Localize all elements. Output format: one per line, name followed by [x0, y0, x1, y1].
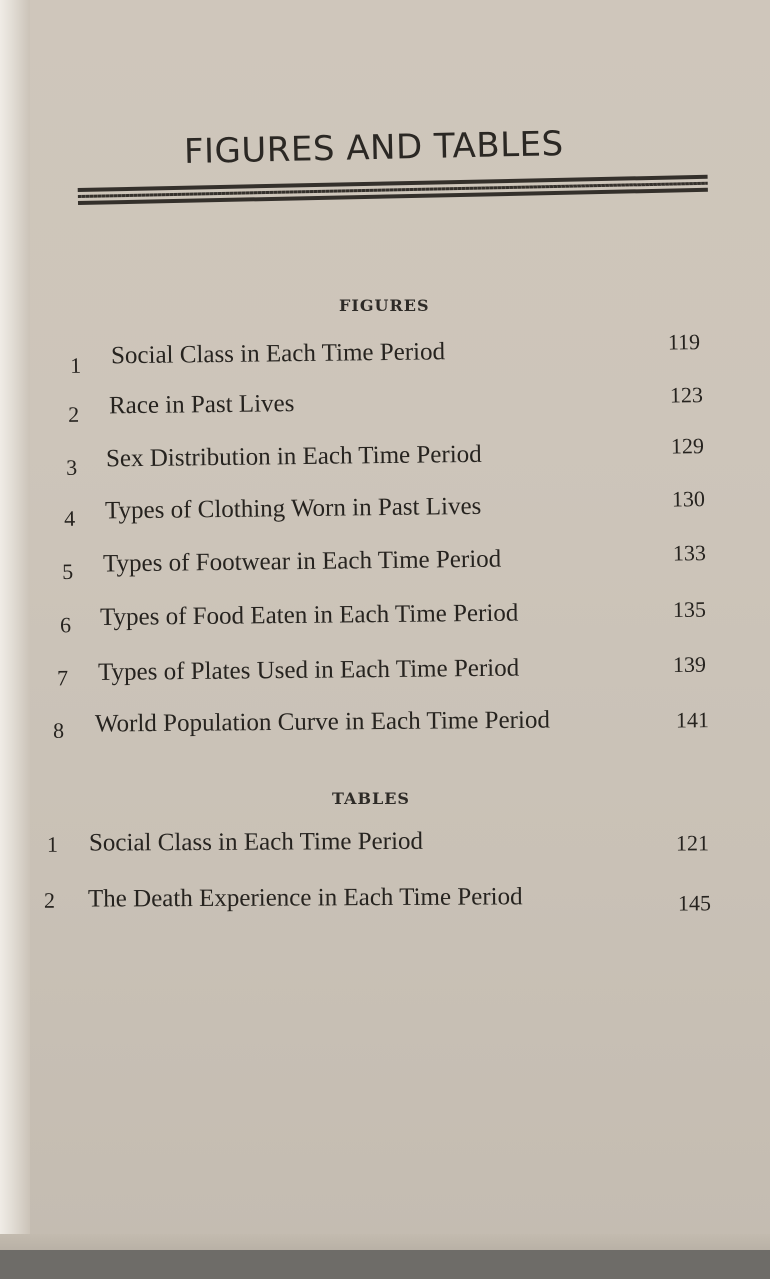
figure-entry-2 [0, 381, 770, 426]
figure-number: 2 [67, 401, 80, 427]
figure-title: Types of Clothing Worn in Past Lives [104, 492, 482, 525]
figures-heading: FIGURES [339, 296, 430, 315]
figure-number: 4 [63, 505, 76, 531]
figure-title: World Population Curve in Each Time Period [94, 706, 551, 738]
figure-page: 139 [672, 651, 707, 677]
figure-title: Sex Distribution in Each Time Period [105, 440, 482, 473]
table-page: 145 [677, 890, 712, 916]
table-entry-1 [0, 826, 770, 866]
figure-number: 3 [65, 454, 78, 480]
figure-number: 8 [52, 717, 65, 743]
figure-entry-1 [0, 328, 770, 378]
table-number: 1 [46, 831, 59, 857]
figure-page: 129 [670, 433, 705, 459]
figure-entry-6 [0, 592, 770, 636]
figure-page: 130 [671, 486, 706, 512]
table-title: The Death Experience in Each Time Period [87, 883, 523, 913]
figure-entry-8 [0, 703, 770, 746]
figure-page: 123 [669, 382, 704, 408]
figure-title: Types of Food Eaten in Each Time Period [99, 599, 519, 631]
figure-entry-4 [0, 485, 770, 530]
figure-number: 6 [59, 612, 72, 638]
table-title: Social Class in Each Time Period [88, 827, 424, 857]
figure-page: 133 [672, 540, 707, 566]
figure-number: 7 [56, 665, 69, 691]
table-page: 121 [675, 830, 710, 856]
figure-entry-5 [0, 537, 770, 582]
decorative-rule [78, 175, 708, 218]
figure-entry-7 [0, 647, 770, 691]
figure-page: 141 [675, 707, 710, 733]
figure-page: 135 [672, 596, 707, 622]
figure-title: Types of Plates Used in Each Time Period [97, 654, 520, 687]
figure-page: 119 [667, 329, 701, 355]
figure-entry-3 [0, 432, 770, 480]
figure-title: Race in Past Lives [108, 390, 295, 420]
figure-number: 1 [69, 352, 82, 378]
figure-number: 5 [61, 558, 74, 584]
page-title: FIGURES AND TABLES [183, 124, 565, 172]
table-entry-2 [0, 882, 770, 922]
figure-title: Types of Footwear in Each Time Period [102, 545, 502, 578]
table-number: 2 [43, 887, 56, 913]
figure-title: Social Class in Each Time Period [110, 338, 446, 370]
tables-heading: TABLES [332, 789, 410, 808]
